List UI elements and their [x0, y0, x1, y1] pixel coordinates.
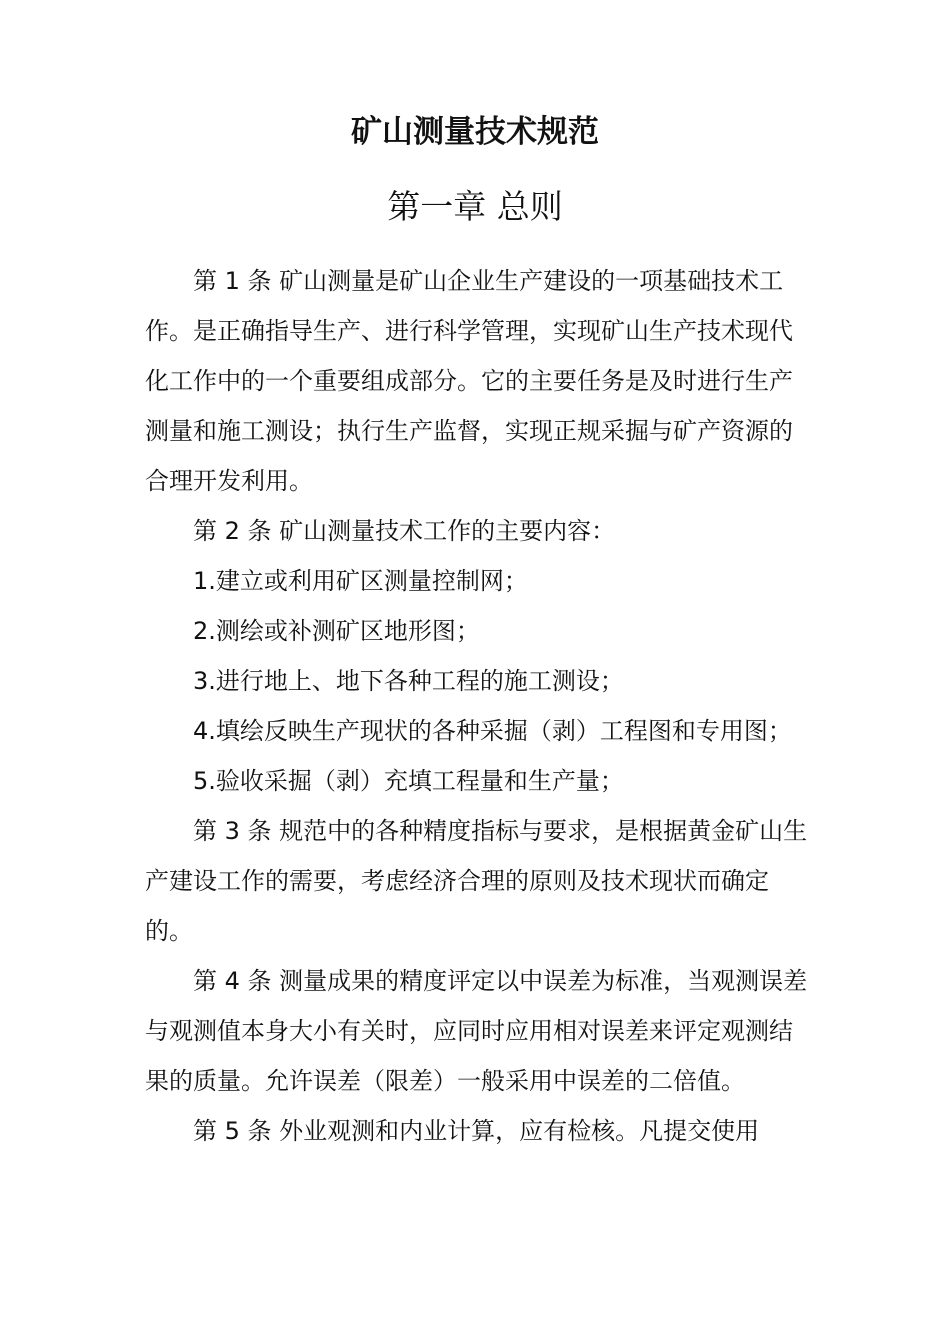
list-item: 1.建立或利用矿区测量控制网；	[193, 567, 528, 595]
article-2: 第 2 条 矿山测量技术工作的主要内容：	[193, 517, 616, 545]
document-title: 矿山测量技术规范	[351, 114, 599, 150]
article-1: 第 1 条 矿山测量是矿山企业生产建设的一项基础技术工作。是正确指导生产、进行科学管理，实现矿山生产技术现代化工作中的一个重要组成部分。它的主要任务是及时进行生产测量和施工测设；执行生产监督，实现正规采掘与矿产资源的合理开发利用。	[145, 267, 793, 495]
list-item: 5.验收采掘（剥）充填工程量和生产量；	[193, 767, 624, 795]
list-item: 4.填绘反映生产现状的各种采掘（剥）工程图和专用图；	[193, 717, 792, 745]
list-item: 3.进行地上、地下各种工程的施工测设；	[193, 667, 624, 695]
list-item: 2.测绘或补测矿区地形图；	[193, 617, 480, 645]
article-4: 第 4 条 测量成果的精度评定以中误差为标准，当观测误差与观测值本身大小有关时，应同时应用相对误差来评定观测结果的质量。允许误差（限差）一般采用中误差的二倍值。	[145, 967, 808, 1095]
chapter-heading: 第一章 总则	[387, 187, 563, 226]
article-3: 第 3 条 规范中的各种精度指标与要求，是根据黄金矿山生产建设工作的需要，考虑经济合理的原则及技术现状而确定的。	[145, 817, 808, 945]
article-5: 第 5 条 外业观测和内业计算，应有检核。凡提交使用	[193, 1117, 760, 1145]
document-body	[145, 256, 815, 1156]
